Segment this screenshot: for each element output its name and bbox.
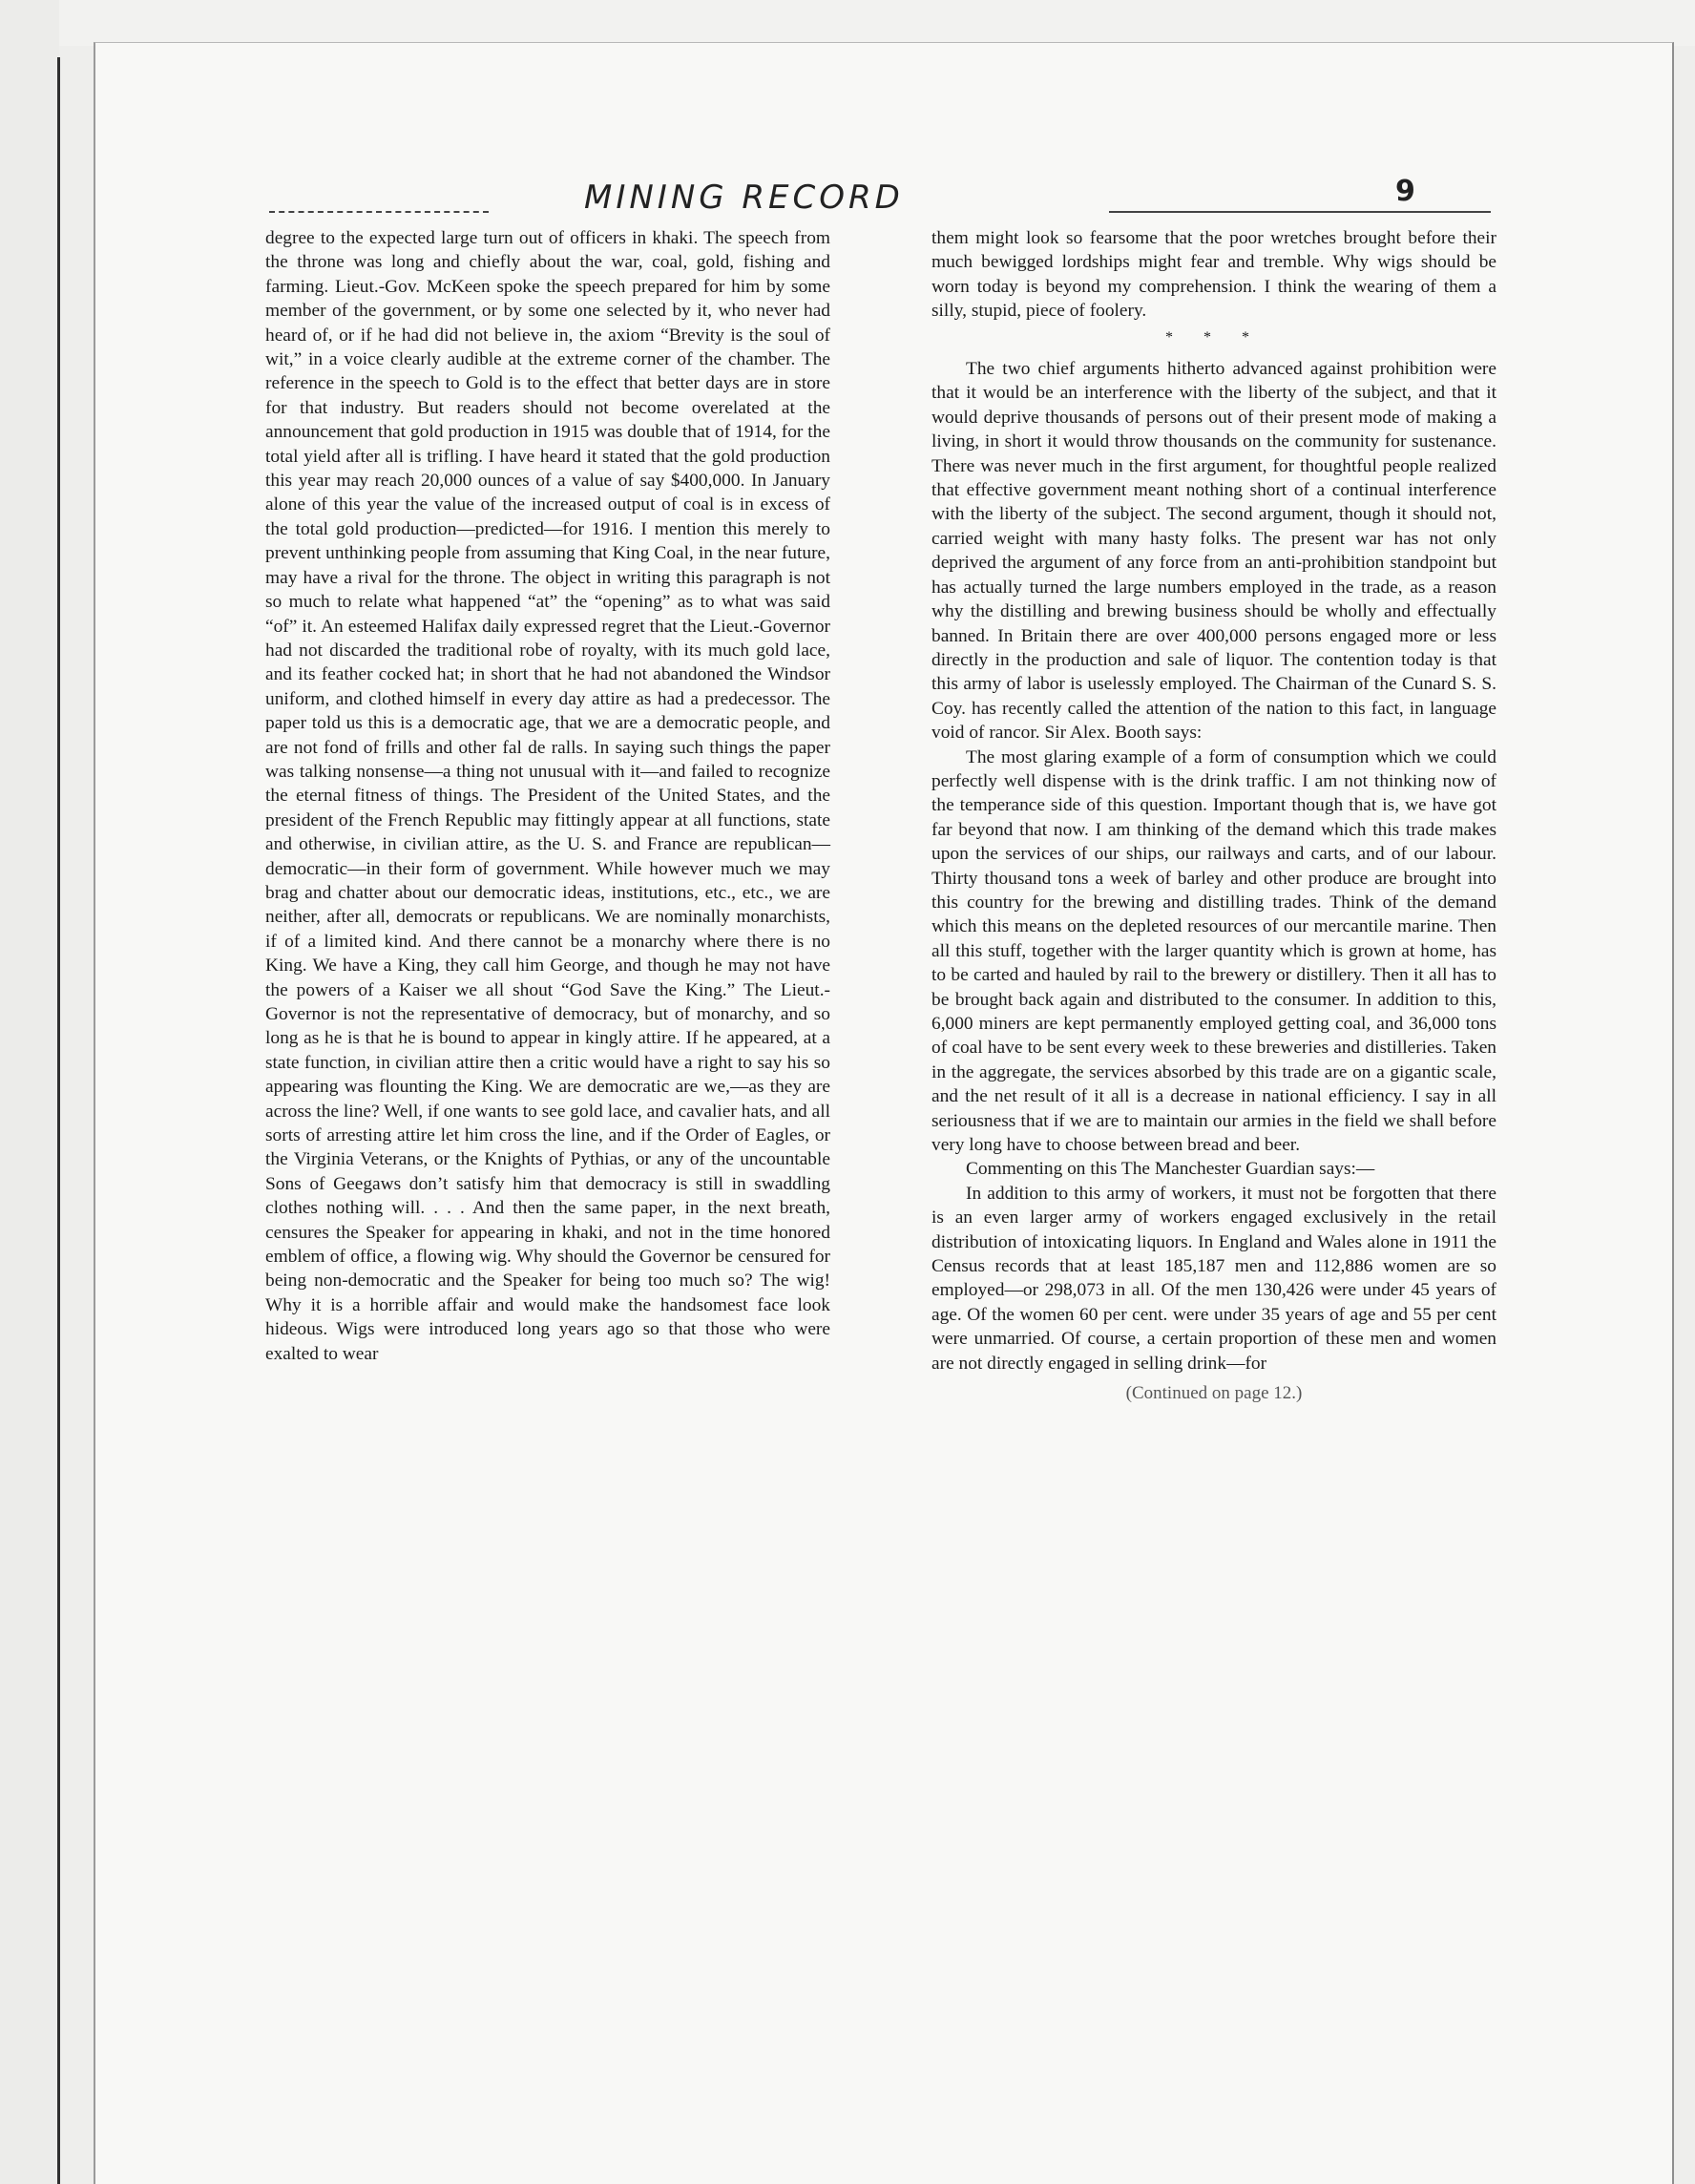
continued-note: (Continued on page 12.) xyxy=(1125,1383,1303,1404)
scan-left-margin xyxy=(0,0,59,2184)
header-rule-left xyxy=(269,211,489,213)
page-number: 9 xyxy=(1395,175,1415,208)
right-paragraph-3: Commenting on this The Manchester Guardian says:— xyxy=(966,1159,1375,1180)
binding-edge xyxy=(57,57,60,2184)
running-header xyxy=(269,175,1491,224)
section-break: * * * xyxy=(1165,328,1263,346)
page-content xyxy=(95,43,1672,2184)
magazine-page xyxy=(94,42,1674,2184)
right-quote-booth: The most glaring example of a form of consumption which we could perfectly well dispense with is the drink traffic. I am not thinking now of the temperance side of this question. Important though that is, we have got far beyond that now. I am thinking of the demand which this trade makes upon the services of our ships, our railways and carts, and of our labour. Thirty thousand tons a week of barley and other produce are brought into this country for the brewing and distilling trades. Think of the demand which this means on the depleted resources of our mercantile marine. Then all this stuff, together with the larger quantity which is grown at home, has to be carted and hauled by rail to the brewery or distillery. Then it all has to be brought back again and distributed to the consumer. In addition to this, 6,000 miners are kept permanently employed getting coal, and 36,000 tons of coal have to be sent every week to these breweries and distilleries. Taken in the aggregate, the services absorbed by this trade are on a gigantic scale, and the net result of it all is a decrease in national efficiency. I say in all seriousness that if we are to maintain our armies in the field we shall before very long have to choose between bread and beer. xyxy=(931,746,1496,1156)
scan-top-margin xyxy=(0,0,1695,46)
right-paragraph-2: The two chief arguments hitherto advanced against prohibition were that it would be an interference with the liberty of the subject, and that it would deprive thousands of persons out of their present mode of making a living, in short it would throw thousands on the community for sustenance. There was never much in the first argument, for thoughtful people realized that effective government meant nothing short of a continual interference with the liberty of the subject. The second argument, though it should not, carried weight with many hasty folks. The present war has not only deprived the argument of any force from an anti-prohibition standpoint but has actually turned the large numbers employed in the trade, as a reason why the distilling and brewing business should be wholly and effectually banned. In Britain there are over 400,000 persons engaged more or less directly in the production and sale of liquor. The contention today is that this army of labor is uselessly employed. The Chairman of the Cunard S. S. Coy. has recently called the attention of the nation to this fact, in language void of rancor. Sir Alex. Booth says: xyxy=(931,359,1496,744)
left-column xyxy=(265,226,830,1366)
right-quote-guardian: In addition to this army of workers, it must not be forgotten that there is an even larger army of workers engaged exclusively in the retail distribution of intoxicating liquors. In England and Wales alone in 1911 the Census records that at least 185,187 men and 112,886 women are so employed—or 298,073 in all. Of the men 130,426 were under 45 years of age. Of the women 60 per cent. were under 35 years of age and 55 per cent were unmarried. Of course, a certain proportion of these men and women are not directly engaged in selling drink—for xyxy=(931,1183,1496,1374)
header-rule-right xyxy=(1109,211,1491,213)
right-column xyxy=(931,226,1496,1406)
left-paragraph-1: degree to the expected large turn out of officers in khaki. The speech from the throne was long and chiefly about the war, coal, gold, fishing and farming. Lieut.-Gov. McKeen spoke the speech prepared for him by some member of the government, or by some one selected by it, who never had heard of, or if he had did not believe in, the axiom “Brevity is the soul of wit,” in a voice clearly audible at the extreme corner of the chamber. The reference in the speech to Gold is to the effect that better days are in store for that industry. But readers should not become overelated at the announcement that gold production in 1915 was double that of 1914, for the total yield after all is trifling. I have heard it stated that the gold production this year may reach 20,000 ounces of a value of say $400,000. In January alone of this year the value of the increased output of coal is in excess of the total gold production—predicted—for 1916. I mention this merely to prevent unthinking people from assuming that King Coal, in the near future, may have a rival for the throne. The object in writing this paragraph is not so much to relate what happened “at” the “opening” as to what was said “of” it. An esteemed Halifax daily expressed regret that the Lieut.-Governor had not discarded the traditional robe of royalty, with its much gold lace, and its feather cocked hat; in short that he had not abandoned the Windsor uniform, and clothed himself in every day attire as had a predecessor. The paper told us this is a democratic age, that we are a democratic people, and are not fond of frills and other fal de ralls. In saying such things the paper was talking nonsense—a thing not unusual with it—and failed to recognize the eternal fitness of things. The President of the United States, and the president of the French Republic may fittingly appear at all functions, state and otherwise, in civilian attire, as the U. S. and France are republican—democratic—in their form of government. While however much we may brag and chatter about our democratic ideas, institutions, etc., etc., we are neither, after all, democrats or republicans. We are nominally monarchists, if of a limited kind. And there cannot be a monarchy where there is no King. We have a King, they call him George, and though he may not have the powers of a Kaiser we all shout “God Save the King.” The Lieut.-Governor is not the representative of democracy, but of monarchy, and so long as he is that he is bound to appear in kingly attire. If he appeared, at a state function, in civilian attire then a critic would have a right to say his so appearing was flounting the King. We are democratic are we,—as they are across the line? Well, if one wants to see gold lace, and cavalier hats, and all sorts of arresting attire let him cross the line, and if the Order of Eagles, or the Virginia Veterans, or the Knights of Pythias, or any of the uncountable Sons of Geegaws don’t satisfy him that democracy is still in swaddling clothes nothing will. . . . And then the same paper, in the next breath, censures the Speaker for appearing in khaki, and not in the time honored emblem of office, a flowing wig. Why should the Governor be censured for being non-democratic and the Speaker for being too much so? The wig! Why it is a horrible affair and would make the handsomest face look hideous. Wigs were introduced long years ago so that those who were exalted to wear xyxy=(265,228,830,1364)
journal-title: MINING RECORD xyxy=(584,178,904,217)
right-paragraph-1: them might look so fearsome that the poor wretches brought before their much bewigged lordships might fear and tremble. Why wigs should be worn today is beyond my comprehension. I think the wearing of them a silly, stupid, piece of foolery. xyxy=(931,228,1496,322)
